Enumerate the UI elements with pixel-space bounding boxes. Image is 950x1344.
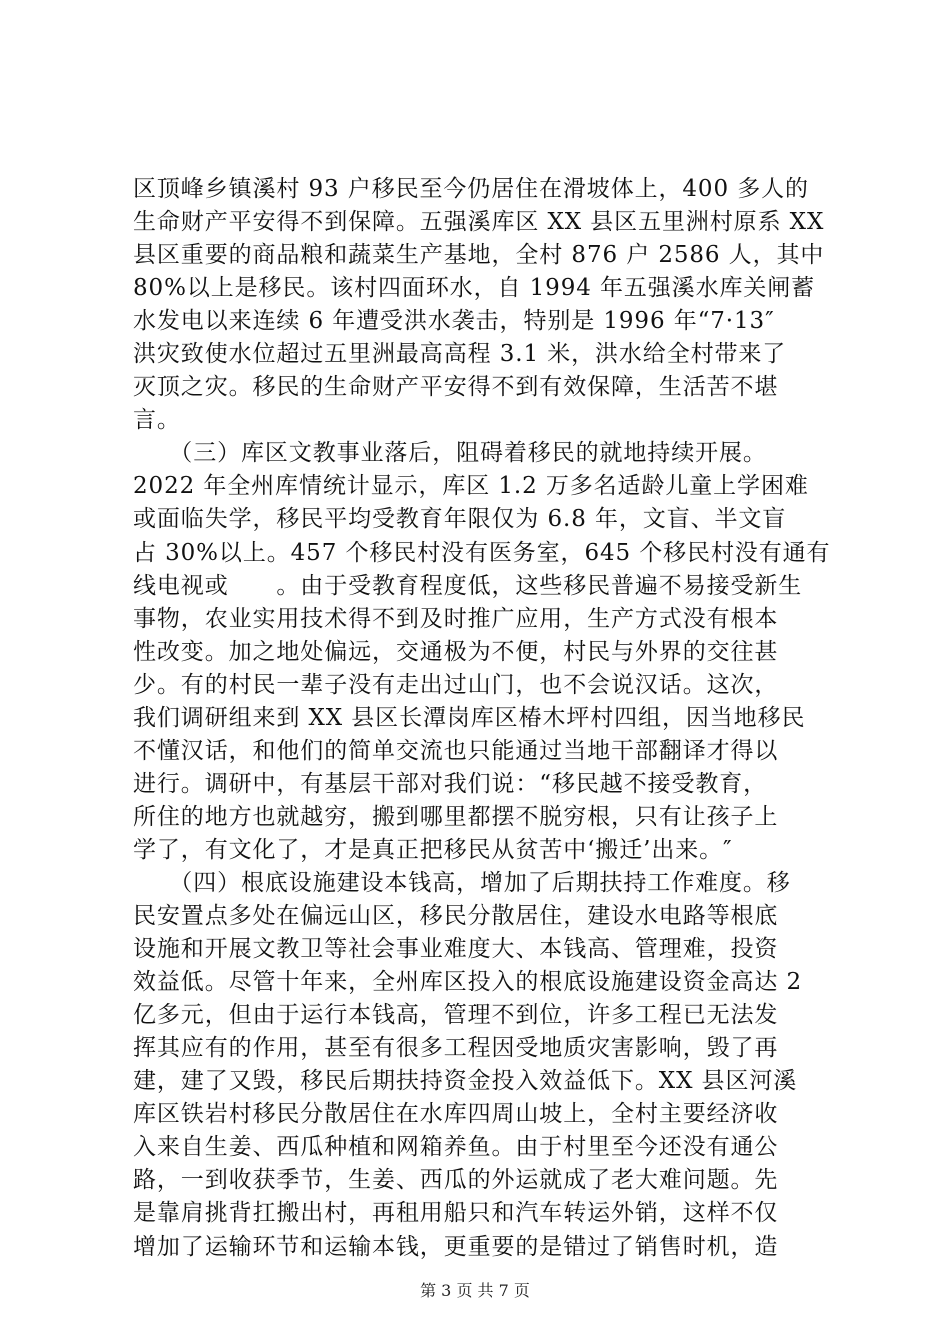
text-line: 效益低。尽管十年来，全州库区投入的根底设施建设资金高达 2 [133, 969, 803, 996]
text-line: 区顶峰乡镇溪村 93 户移民至今仍居住在滑坡体上，400 多人的 [133, 176, 809, 202]
text-line: （三）库区文教事业落后，阻碍着移民的就地持续开展。 [133, 440, 767, 467]
text-line: 我们调研组来到 XX 县区长潭岗库区椿木坪村四组，因当地移民 [133, 704, 806, 731]
text-line: 或面临失学，移民平均受教育年限仅为 6.8 年，文盲、半文盲 [133, 506, 787, 533]
text-line: 亿多元，但由于运行本钱高，管理不到位，许多工程已无法发 [133, 1002, 779, 1029]
text-line: 2022 年全州库情统计显示，库区 1.2 万多名适龄儿童上学困难 [133, 473, 809, 500]
text-line: 80%以上是移民。该村四面环水，自 1994 年五强溪水库关闸蓄 [133, 275, 816, 302]
text-line: 言。 [133, 407, 181, 434]
text-line: 民安置点多处在偏远山区，移民分散居住，建设水电路等根底 [133, 903, 779, 930]
text-line: 灭顶之灾。移民的生命财产平安得不到有效保障，生活苦不堪 [133, 374, 779, 401]
text-line: 库区铁岩村移民分散居住在水库四周山坡上，全村主要经济收 [133, 1101, 779, 1128]
body-text [133, 173, 833, 1264]
text-line: 不懂汉话，和他们的简单交流也只能通过当地干部翻译才得以 [133, 737, 779, 764]
text-line: 少。有的村民一辈子没有走出过山门，也不会说汉话。这次， [133, 671, 779, 698]
text-line: 所住的地方也就越穷，搬到哪里都摆不脱穷根，只有让孩子上 [133, 803, 779, 830]
text-line: 学了，有文化了，才是真正把移民从贫苦中‘搬迁’出来。″ [133, 836, 733, 863]
page-footer: 第 3 页 共 7 页 [420, 1281, 530, 1300]
text-line: 入来自生姜、西瓜种植和网箱养鱼。由于村里至今还没有通公 [133, 1134, 779, 1161]
text-line: 事物，农业实用技术得不到及时推广应用，生产方式没有根本 [133, 605, 779, 632]
text-line: 建，建了又毁，移民后期扶持资金投入效益低下。XX 县区河溪 [133, 1068, 798, 1095]
text-line: 是靠肩挑背扛搬出村，再租用船只和汽车转运外销，这样不仅 [133, 1200, 779, 1227]
text-line: 增加了运输环节和运输本钱，更重要的是错过了销售时机，造 [133, 1233, 779, 1260]
text-line: 占 30%以上。457 个移民村没有医务室，645 个移民村没有通有 [133, 539, 831, 566]
text-line: 生命财产平安得不到保障。五强溪库区 XX 县区五里洲村原系 XX [133, 209, 825, 236]
text-line: 进行。调研中，有基层干部对我们说：“移民越不接受教育， [133, 770, 768, 797]
text-line: （四）根底设施建设本钱高，增加了后期扶持工作难度。移 [133, 869, 791, 896]
text-line: 线电视或 。由于受教育程度低，这些移民普遍不易接受新生 [133, 572, 803, 599]
text-line: 挥其应有的作用，甚至有很多工程因受地质灾害影响，毁了再 [133, 1035, 779, 1062]
text-line: 设施和开展文教卫等社会事业难度大、本钱高、管理难，投资 [133, 936, 779, 963]
text-line: 路，一到收获季节，生姜、西瓜的外运就成了老大难问题。先 [133, 1167, 779, 1194]
text-line: 性改变。加之地处偏远，交通极为不便，村民与外界的交往甚 [133, 638, 779, 665]
text-line: 水发电以来连续 6 年遭受洪水袭击，特别是 1996 年“7·13″ [133, 308, 775, 335]
text-line: 县区重要的商品粮和蔬菜生产基地，全村 876 户 2586 人，其中 [133, 242, 825, 269]
text-line: 洪灾致使水位超过五里洲最高高程 3.1 米，洪水给全村带来了 [133, 341, 787, 368]
